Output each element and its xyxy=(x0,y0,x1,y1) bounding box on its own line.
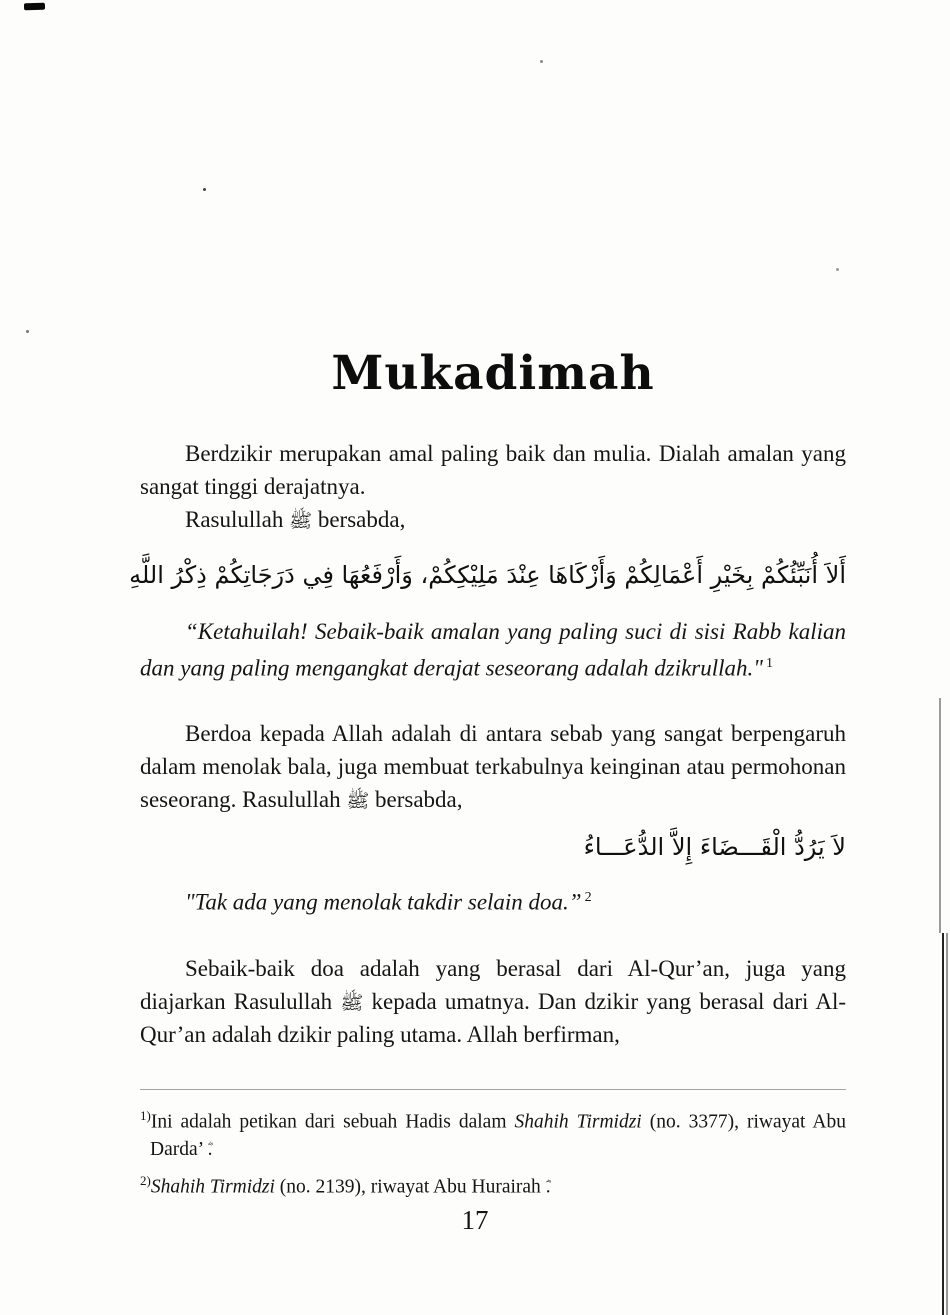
footnote-reference-1: 1 xyxy=(765,656,773,671)
footnote-reference-2: 2 xyxy=(584,889,592,905)
hadith-translation-2 xyxy=(140,882,846,919)
footnote-text: (no. 2139), riwayat Abu Hurairah xyxy=(274,1176,546,1198)
pbuh-symbol: ﷺ xyxy=(340,992,364,1015)
paragraph-text: Rasulullah xyxy=(185,507,284,532)
page-number: 17 xyxy=(461,1205,489,1235)
paragraph-sebaik-doa xyxy=(140,952,846,1051)
hadith-translation-1 xyxy=(140,616,846,685)
footnote-marker: 2) xyxy=(140,1172,151,1188)
chapter-title: Mukadimah xyxy=(331,346,655,401)
pbuh-symbol: ﷺ xyxy=(346,789,370,812)
footnote-text: . xyxy=(545,1176,551,1198)
quote-text: "Tak ada yang menolak takdir selain doa.” xyxy=(185,889,582,915)
pbuh-symbol: ﷺ xyxy=(289,510,313,532)
scan-artifact-right-edge-line xyxy=(939,698,941,933)
paragraph-text: Sebaik-baik doa adalah yang berasal dari Al-Qur’an, juga yang diajarkan Rasulullah xyxy=(140,956,846,1015)
footnote-book-title: Shahih Tirmidzi xyxy=(150,1176,275,1198)
paragraph-text: bersabda, xyxy=(317,507,406,532)
footnote-marker: 1) xyxy=(140,1108,151,1124)
footnote-text: . xyxy=(207,1138,213,1160)
footnote-2 xyxy=(140,1167,846,1201)
footnote-1 xyxy=(140,1102,846,1163)
scan-artifact-right-edge-line xyxy=(946,933,948,1315)
scan-artifact-right-edge-line xyxy=(942,933,944,1315)
paragraph-rasulullah-bersabda xyxy=(140,503,846,536)
paragraph-text: Berdoa kepada Allah adalah di antara sebab yang sangat berpengaruh dalam menolak bala, juga membuat terkabulnya keinginan atau permohonan seseorang. Rasulullah xyxy=(140,720,846,812)
paragraph-text: bersabda, xyxy=(375,786,463,812)
footnote-text: Ini adalah petikan dari sebuah Hadis dalam xyxy=(150,1111,515,1133)
quote-text: “Ketahuilah! Sebaik-baik amalan yang paling suci di sisi Rabb kalian dan yang paling mengangkat derajat seseorang adalah dzikrullah." xyxy=(140,619,846,681)
scan-artifact-top-edge xyxy=(24,3,45,11)
footnotes-section xyxy=(140,1089,846,1200)
footnote-text: (no. 3377), riwayat Abu Darda’ xyxy=(150,1111,846,1160)
arabic-hadith-1: أَلاَ أُنَبِّئُكُمْ بِخَيْرِ أَعْمَالِكُمْ وَأَزْكَاهَا عِنْدَ مَلِيْكِكُمْ، وَأَرْفَعُهَا فِي دَرَجَاتِكُمْ ذِكْرُ اللَّهِ xyxy=(129,561,846,589)
page-content xyxy=(129,0,847,1200)
paragraph-text: kepada umatnya. Dan dzikir yang berasal dari Al-Qur’an adalah dzikir paling utama. Allah berfirman, xyxy=(140,989,847,1048)
paragraph-intro: Berdzikir merupakan amal paling baik dan mulia. Dialah amalan yang sangat tinggi derajatnya. xyxy=(140,441,846,499)
scan-artifact-speck xyxy=(26,330,29,333)
arabic-hadith-2: لاَ يَرُدُّ الْقَـــضَاءَ إِلاَّ الدُّعَـــاءُ xyxy=(583,832,846,861)
footnote-separator xyxy=(140,1089,846,1090)
paragraph-berdoa xyxy=(140,717,846,816)
footnote-book-title: Shahih Tirmidzi xyxy=(514,1111,642,1133)
